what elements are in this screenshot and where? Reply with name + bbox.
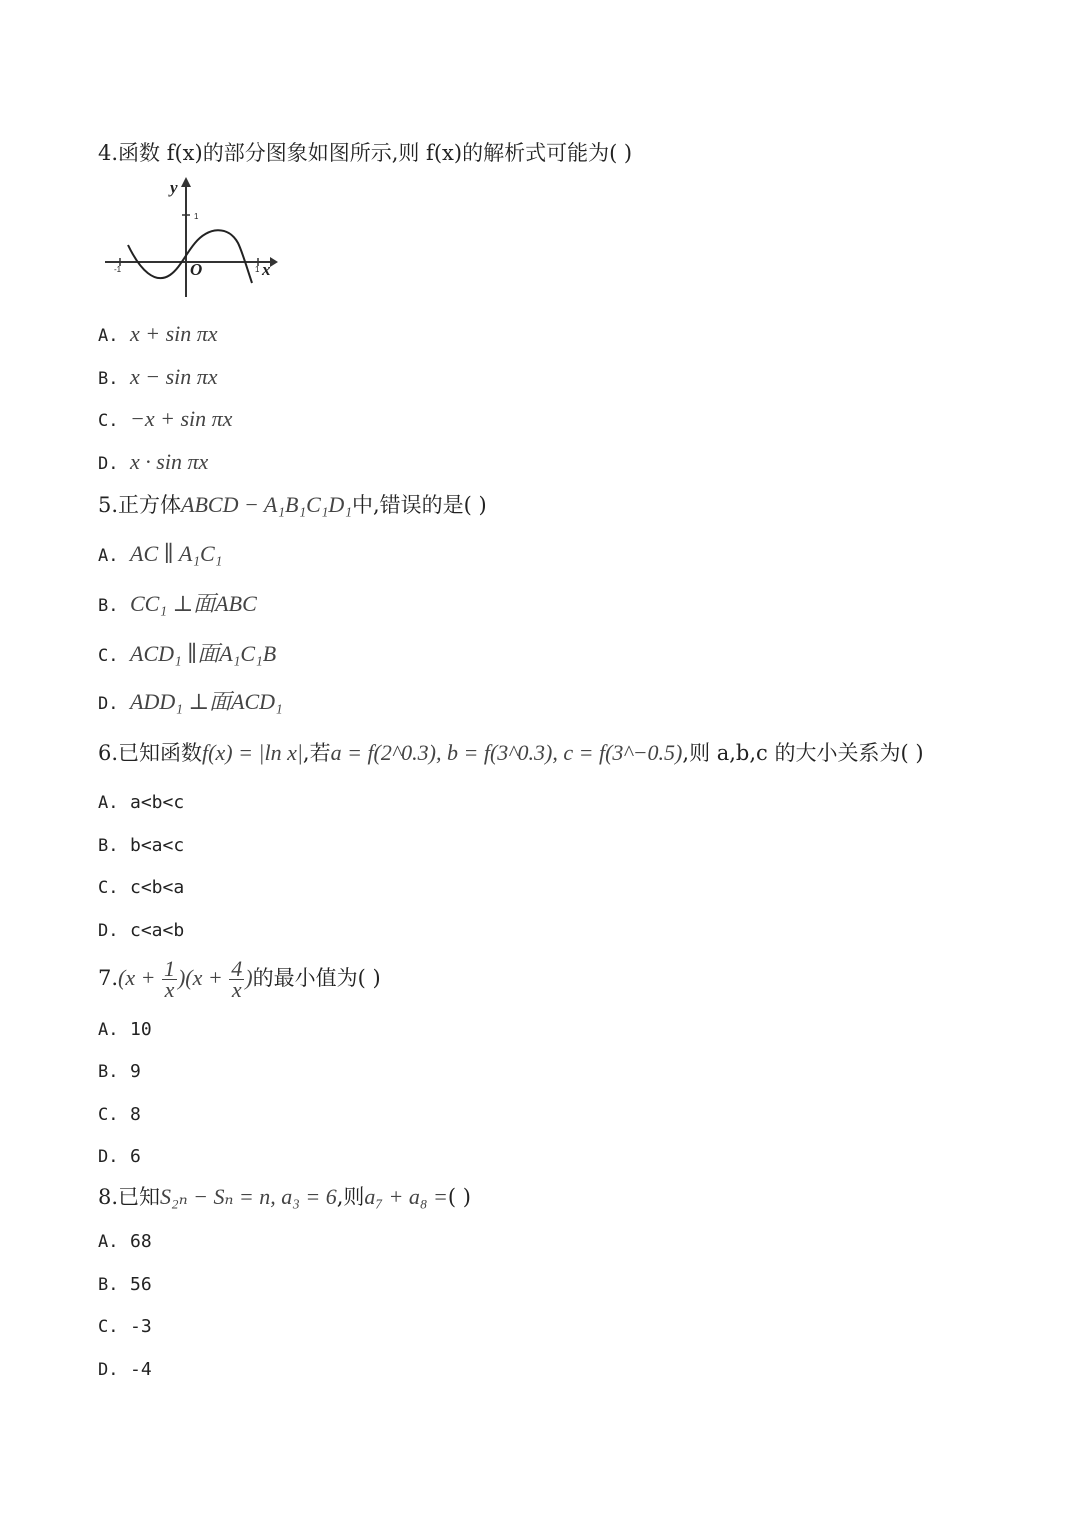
option: B. x − sin πx [98, 364, 218, 389]
option: B. 56 [98, 1274, 152, 1295]
option: B. 9 [98, 1061, 141, 1082]
option: B. b<a<c [98, 835, 185, 856]
option: A. 10 [98, 1019, 152, 1040]
option: D. 6 [98, 1146, 141, 1167]
graph-tick-xneg1: -1 [114, 265, 122, 274]
option: A. AC ∥ A₁C₁ [98, 541, 223, 566]
option: D. x · sin πx [98, 449, 209, 474]
option: D. -4 [98, 1359, 152, 1380]
option: B. CC₁ ⊥面ABC [98, 591, 257, 616]
option: C. 8 [98, 1104, 141, 1125]
option: A. 68 [98, 1231, 152, 1252]
option: D. c<a<b [98, 920, 185, 941]
option: A. x + sin πx [98, 321, 218, 346]
option: C. −x + sin πx [98, 406, 233, 431]
option: A. a<b<c [98, 792, 185, 813]
graph-tick-y1: 1 [194, 212, 199, 221]
question-7-expression: (x + $\frac{1}{x}$ )(x + $\frac{4}{x}$ ) [118, 956, 253, 1003]
question-4-stem: 4.函数 f(x)的部分图象如图所示,则 f(x)的解析式可能为( ) [98, 141, 633, 165]
graph-origin-label: O [190, 260, 203, 279]
question-6-stem: 6.已知函数f(x) = |ln x|,若a = f(2^0.3), b = f(3^0.3), c = f(3^−0.5),则 a,b,c 的大小关系为( ) [98, 740, 924, 765]
question-7-stem: 7.(x + $\frac{1}{x}$ )(x + $\frac{4}{x}$ )的最小值为( ) [98, 956, 381, 1003]
option: C. ACD₁ ∥面A₁C₁B [98, 641, 277, 666]
question-8-stem: 8.已知S₂ₙ − Sₙ = n, a₃ = 6,则a₇ + a₈ =( ) [98, 1184, 471, 1209]
graph-y-label: y [170, 178, 178, 197]
option: D. ADD₁ ⊥面ACD₁ [98, 689, 283, 714]
option: C. c<b<a [98, 877, 185, 898]
graph-tick-x1: 1 [255, 265, 260, 274]
option: C. -3 [98, 1316, 152, 1337]
graph-x-label: x [262, 260, 271, 279]
question-5-stem: 5.正方体ABCD − A₁B₁C₁D₁中,错误的是( ) [98, 492, 487, 517]
function-graph [100, 175, 280, 300]
